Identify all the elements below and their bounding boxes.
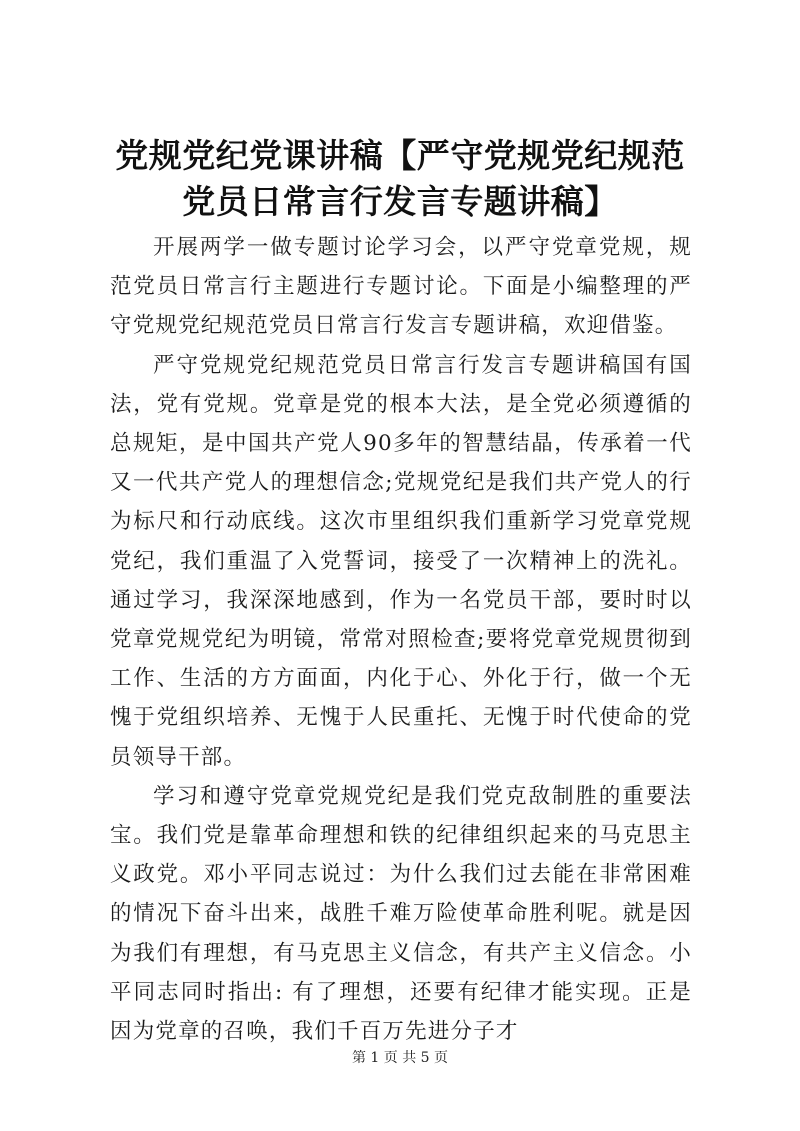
document-title: 党规党纪党课讲稿【严守党规党纪规范党员日常言行发言专题讲稿】	[115, 136, 685, 221]
document-body	[110, 228, 692, 1051]
paragraph-intro: 开展两学一做专题讨论学习会，以严守党章党规，规范党员日常言行主题进行专题讨论。下面是小编整理的严守党规党纪规范党员日常言行发言专题讲稿，欢迎借鉴。	[110, 235, 692, 339]
paragraph-discipline: 学习和遵守党章党规党纪是我们党克敌制胜的重要法宝。我们党是靠革命理想和铁的纪律组织起来的马克思主义政党。邓小平同志说过：为什么我们过去能在非常困难的情况下奋斗出来，战胜千难万险使革命胜利呢。就是因为我们有理想，有马克思主义信念，有共产主义信念。小平同志同时指出: 有了理想，还要有纪律才能实现。正是因为党章的召唤，我们千百万先进分子才	[110, 783, 692, 1045]
paragraph-speech: 严守党规党纪规范党员日常言行发言专题讲稿国有国法，党有党规。党章是党的根本大法，是全党必须遵循的总规矩，是中国共产党人90多年的智慧结晶，传承着一代又一代共产党人的理想信念;党规党纪是我们共产党人的行为标尺和行动底线。这次市里组织我们重新学习党章党规党纪，我们重温了入党誓词，接受了一次精神上的洗礼。通过学习，我深深地感到，作为一名党员干部，要时时以党章党规党纪为明镜，常常对照检查;要将党章党规贯彻到工作、生活的方方面面，内化于心、外化于行，做一个无愧于党组织培养、无愧于人民重托、无愧于时代使命的党员领导干部。	[110, 352, 692, 770]
page-footer: 第 1 页 共 5 页	[351, 1050, 449, 1066]
